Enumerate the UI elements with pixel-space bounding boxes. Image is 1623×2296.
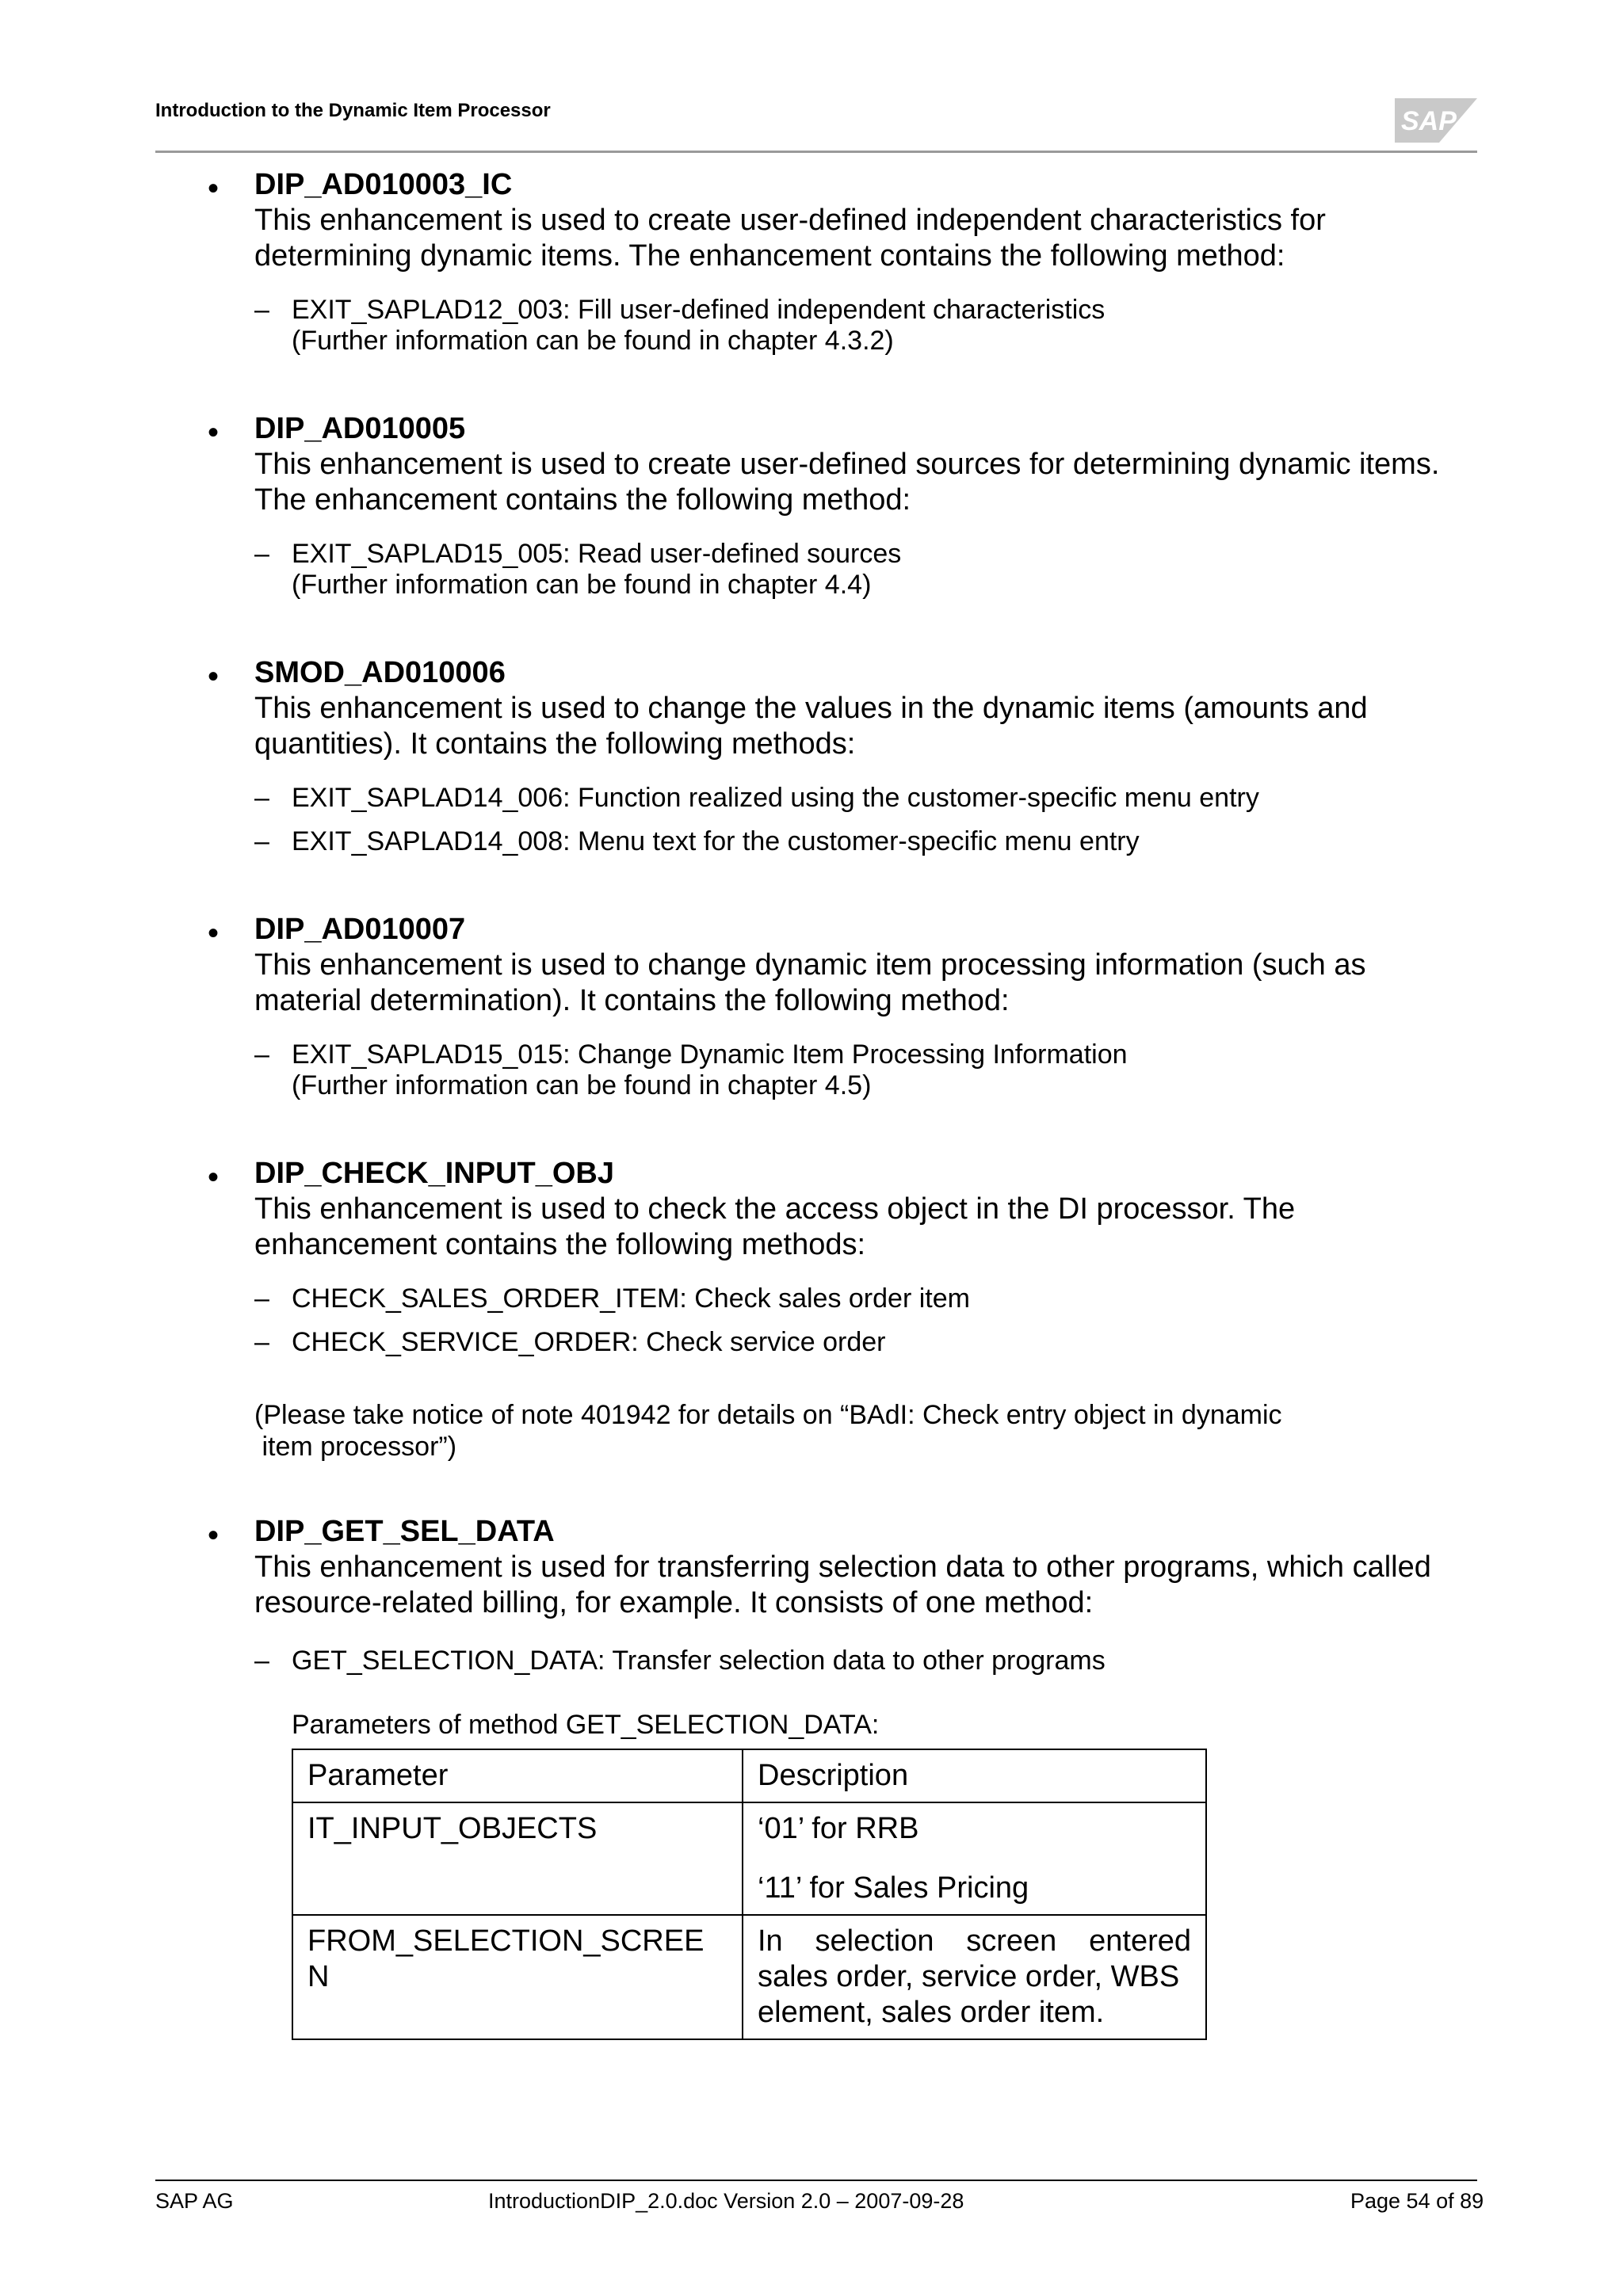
method-info: (Further information can be found in chapter 4.4) bbox=[292, 570, 872, 600]
method-item: CHECK_SERVICE_ORDER: Check service order bbox=[292, 1327, 886, 1357]
table-cell-parameter: FROM_SELECTION_SCREE N bbox=[292, 1915, 743, 2039]
parameter-table bbox=[292, 1749, 1207, 2040]
bullet-icon: • bbox=[208, 1518, 220, 1553]
section-title: SMOD_AD010006 bbox=[254, 656, 506, 689]
bullet-icon: • bbox=[208, 415, 220, 450]
dash-icon: – bbox=[254, 783, 269, 813]
footer-page-number: Page 54 of 89 bbox=[1350, 2189, 1484, 2213]
table-header-cell: Parameter bbox=[292, 1749, 743, 1802]
section-title: DIP_AD010007 bbox=[254, 913, 466, 946]
method-item: EXIT_SAPLAD15_005: Read user-defined sources bbox=[292, 539, 902, 569]
section-title: DIP_AD010003_IC bbox=[254, 168, 513, 201]
section-description: This enhancement is used to change the values in the dynamic items (amounts and quantities). It contains the following methods: bbox=[254, 692, 1368, 761]
sap-logo bbox=[1395, 98, 1477, 143]
method-item: GET_SELECTION_DATA: Transfer selection data to other programs bbox=[292, 1646, 1106, 1676]
section-title: DIP_GET_SEL_DATA bbox=[254, 1515, 555, 1548]
bullet-icon: • bbox=[208, 916, 220, 951]
method-item: EXIT_SAPLAD12_003: Fill user-defined independent characteristics bbox=[292, 295, 1106, 325]
running-header-title: Introduction to the Dynamic Item Processor bbox=[155, 100, 551, 121]
section-description: This enhancement is used to create user-defined sources for determining dynamic items. The enhancement contains the following method: bbox=[254, 448, 1440, 517]
method-item: EXIT_SAPLAD14_006: Function realized using the customer-specific menu entry bbox=[292, 783, 1259, 813]
method-item: EXIT_SAPLAD14_008: Menu text for the customer-specific menu entry bbox=[292, 826, 1140, 856]
bullet-icon: • bbox=[208, 659, 220, 694]
dash-icon: – bbox=[254, 295, 269, 325]
table-caption: Parameters of method GET_SELECTION_DATA: bbox=[292, 1710, 880, 1740]
header-divider bbox=[155, 151, 1477, 153]
table-cell-description: In selection screen entered sales order, service order, WBS element, sales order item. bbox=[743, 1915, 1206, 2039]
dash-icon: – bbox=[254, 1283, 269, 1314]
section-description: This enhancement is used to change dynamic item processing information (such as material determination). It contains the following method: bbox=[254, 948, 1366, 1017]
note-text: (Please take notice of note 401942 for details on “BAdI: Check entry object in dynamic item processor”) bbox=[254, 1400, 1282, 1462]
table-cell-description: ‘01’ for RRB ‘11’ for Sales Pricing bbox=[743, 1802, 1206, 1915]
table-row bbox=[292, 1802, 1206, 1915]
table-row bbox=[292, 1915, 1206, 2039]
bullet-icon: • bbox=[208, 171, 220, 206]
dash-icon: – bbox=[254, 826, 269, 856]
dash-icon: – bbox=[254, 1039, 269, 1070]
section-description: This enhancement is used to create user-defined independent characteristics for determining dynamic items. The enhancement contains the following method: bbox=[254, 204, 1326, 273]
section-title: DIP_AD010005 bbox=[254, 412, 466, 445]
section-title: DIP_CHECK_INPUT_OBJ bbox=[254, 1157, 614, 1190]
sap-logo-text: SAP bbox=[1401, 106, 1457, 136]
table-header-row bbox=[292, 1749, 1206, 1802]
dash-icon: – bbox=[254, 539, 269, 569]
section-description: This enhancement is used to check the access object in the DI processor. The enhancement contains the following methods: bbox=[254, 1192, 1296, 1261]
method-info: (Further information can be found in chapter 4.5) bbox=[292, 1070, 872, 1100]
bullet-icon: • bbox=[208, 1160, 220, 1195]
footer-divider bbox=[155, 2180, 1477, 2181]
dash-icon: – bbox=[254, 1327, 269, 1357]
method-item: EXIT_SAPLAD15_015: Change Dynamic Item Processing Information bbox=[292, 1039, 1128, 1070]
section-description: This enhancement is used for transferring selection data to other programs, which called resource-related billing, for example. It consists of one method: bbox=[254, 1550, 1431, 1619]
table-header-cell: Description bbox=[743, 1749, 1206, 1802]
footer-company: SAP AG bbox=[155, 2189, 234, 2213]
method-info: (Further information can be found in chapter 4.3.2) bbox=[292, 326, 894, 356]
method-item: CHECK_SALES_ORDER_ITEM: Check sales order item bbox=[292, 1283, 970, 1314]
footer-document-info: IntroductionDIP_2.0.doc Version 2.0 – 2007-09-28 bbox=[488, 2189, 964, 2213]
dash-icon: – bbox=[254, 1646, 269, 1676]
table-cell-parameter: IT_INPUT_OBJECTS bbox=[292, 1802, 743, 1915]
